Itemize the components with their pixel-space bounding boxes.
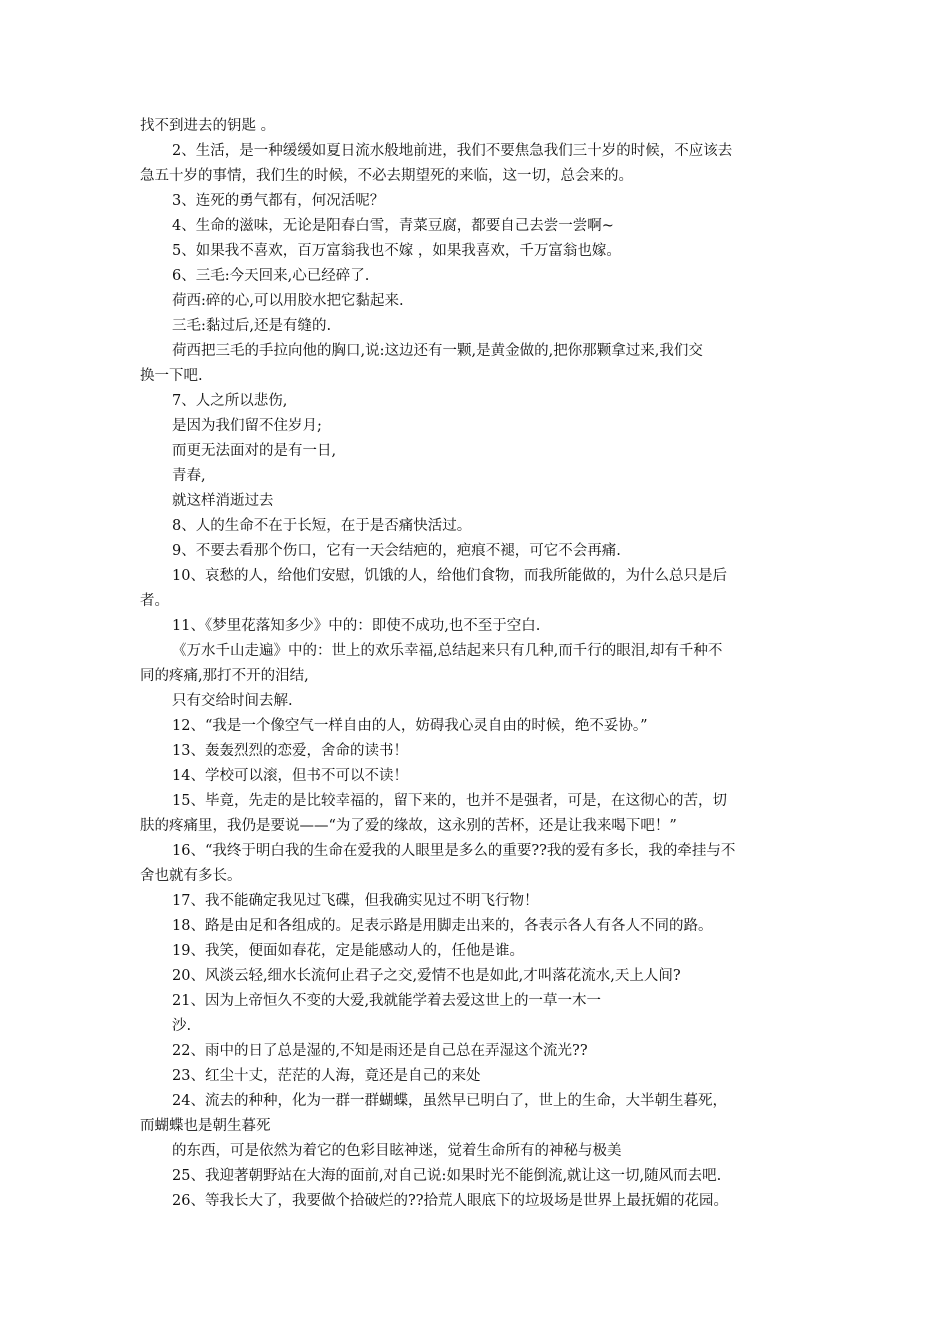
text-line: 11、《梦里花落知多少》中的：即使不成功,也不至于空白.: [172, 618, 541, 634]
text-line: 荷西:碎的心,可以用胶水把它黏起来.: [172, 293, 404, 309]
text-line: 找不到进去的钥匙 。: [140, 118, 276, 134]
text-line: 只有交给时间去解.: [172, 693, 293, 709]
text-line: 荷西把三毛的手拉向他的胸口,说:这边还有一颗,是黄金做的,把你那颗拿过来,我们交: [172, 343, 703, 359]
text-line: 20、风淡云轻,细水长流何止君子之交,爱情不也是如此,才叫落花流水,天上人间?: [172, 968, 681, 984]
text-line: 13、轰轰烈烈的恋爱，舍命的读书！: [172, 743, 408, 759]
text-line: 急五十岁的事情，我们生的时候，不必去期望死的来临，这一切，总会来的。: [140, 168, 633, 184]
text-line: 18、路是由足和各组成的。足表示路是用脚走出来的，各表示各人有各人不同的路。: [172, 918, 713, 934]
text-line: 21、因为上帝恒久不变的大爱,我就能学着去爱这世上的一草一木一: [172, 993, 602, 1009]
text-line: 7、人之所以悲伤,: [172, 393, 288, 409]
text-line: 而更无法面对的是有一日,: [172, 443, 337, 459]
text-line: 16、“我终于明白我的生命在爱我的人眼里是多么的重要??我的爱有多长，我的牵挂与不: [172, 843, 736, 859]
text-line: 23、红尘十丈，茫茫的人海，竟还是自己的来处: [172, 1068, 481, 1084]
text-line: 就这样消逝过去: [172, 493, 274, 509]
text-line: 青春,: [172, 468, 206, 484]
text-line: 19、我笑，便面如春花，定是能感动人的，任他是谁。: [172, 943, 524, 959]
text-line: 而蝴蝶也是朝生暮死: [140, 1118, 271, 1134]
text-line: 舍也就有多长。: [140, 868, 242, 884]
text-line: 25、我迎著朝野站在大海的面前,对自己说:如果时光不能倒流,就让这一切,随风而去吧.: [172, 1168, 722, 1184]
text-line: 14、学校可以滚，但书不可以不读！: [172, 768, 408, 784]
text-line: 17、我不能确定我见过飞碟，但我确实见过不明飞行物！: [172, 893, 539, 909]
text-line: 15、毕竟，先走的是比较幸福的，留下来的，也并不是强者，可是，在这彻心的苦，切: [172, 793, 727, 809]
text-line: 3、连死的勇气都有，何况活呢？: [172, 193, 385, 209]
document-body: [140, 114, 816, 1214]
text-line: 10、哀愁的人，给他们安慰，饥饿的人，给他们食物，而我所能做的，为什么总只是后: [172, 568, 727, 584]
text-line: 肤的疼痛里，我仍是要说——“为了爱的缘故，这永别的苦杯，还是让我来喝下吧！”: [140, 818, 677, 834]
text-line: 9、不要去看那个伤口，它有一天会结疤的，疤痕不褪，可它不会再痛.: [172, 543, 621, 559]
text-line: 6、三毛:今天回来,心已经碎了.: [172, 268, 370, 284]
text-line: 是因为我们留不住岁月;: [172, 418, 322, 434]
text-line: 8、人的生命不在于长短，在于是否痛快活过。: [172, 518, 472, 534]
text-line: 三毛:黏过后,还是有缝的.: [172, 318, 332, 334]
text-line: 2、生活，是一种缓缓如夏日流水般地前进，我们不要焦急我们三十岁的时候，不应该去: [172, 143, 733, 159]
text-line: 4、生命的滋味，无论是阳春白雪，青菜豆腐，都要自己去尝一尝啊~: [172, 218, 614, 234]
text-line: 24、流去的种种，化为一群一群蝴蝶，虽然早已明白了，世上的生命，大半朝生暮死，: [172, 1093, 727, 1109]
text-line: 沙.: [172, 1018, 192, 1034]
text-line: 22、雨中的日了总是湿的,不知是雨还是自己总在弄湿这个流光??: [172, 1043, 588, 1059]
text-line: 《万水千山走遍》中的：世上的欢乐幸福,总结起来只有几种,而千行的眼泪,却有千种不: [172, 643, 723, 659]
text-line: 12、“我是一个像空气一样自由的人，妨碍我心灵自由的时候，绝不妥协。”: [172, 718, 648, 734]
text-line: 5、如果我不喜欢，百万富翁我也不嫁 ，如果我喜欢，千万富翁也嫁。: [172, 243, 621, 259]
text-line: 同的疼痛,那打不开的泪结,: [140, 668, 309, 684]
text-line: 者。: [140, 593, 169, 609]
text-line: 的东西，可是依然为着它的色彩目眩神迷，觉着生命所有的神秘与极美: [172, 1143, 622, 1159]
text-line: 换一下吧.: [140, 368, 203, 384]
text-line: 26、等我长大了，我要做个拾破烂的??拾荒人眼底下的垃圾场是世界上最抚媚的花园。: [172, 1193, 728, 1209]
